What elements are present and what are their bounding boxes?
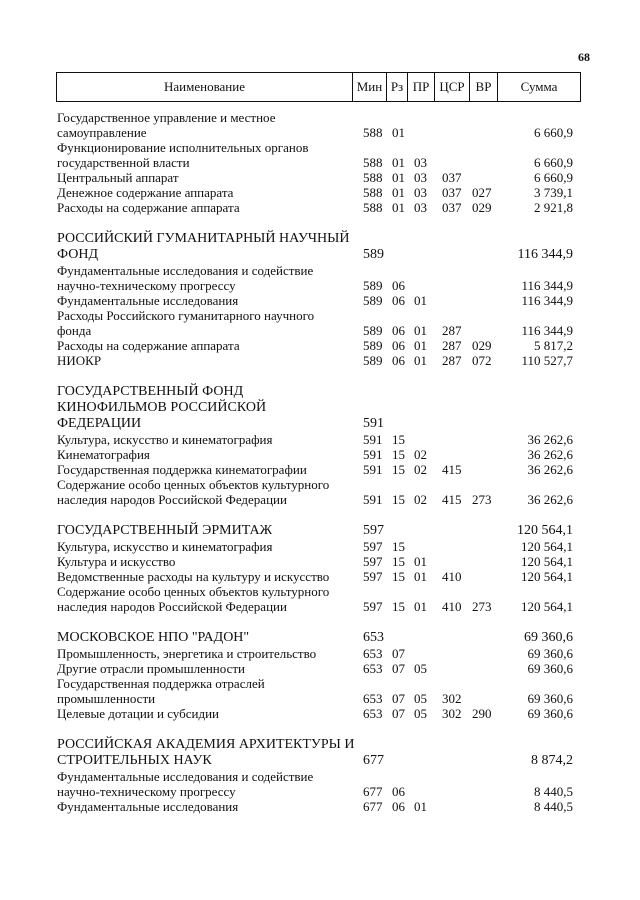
row-rz: 06: [392, 278, 405, 293]
row-name: государственной власти: [57, 155, 190, 170]
row-min: 653: [363, 661, 383, 676]
row-sum: 6 660,9: [534, 125, 573, 140]
row-rz: 01: [392, 185, 405, 200]
row-name: СТРОИТЕЛЬНЫХ НАУК: [57, 753, 212, 768]
table-row: [0, 584, 640, 599]
row-name: Культура и искусство: [57, 554, 176, 569]
row-rz: 15: [392, 554, 405, 569]
row-min: 653: [363, 691, 383, 706]
row-sum: 3 739,1: [534, 185, 573, 200]
table-row: [0, 661, 640, 676]
row-rz: 01: [392, 170, 405, 185]
table-row: [0, 492, 640, 507]
row-rz: 15: [392, 447, 405, 462]
table-row: [0, 432, 640, 447]
section-spacer: [0, 721, 640, 737]
row-min: 597: [363, 523, 384, 538]
table-row: [0, 539, 640, 554]
table-row: [0, 784, 640, 799]
table-row: [0, 646, 640, 661]
table-row: [0, 185, 640, 200]
row-rz: 07: [392, 706, 405, 721]
table-row: [0, 554, 640, 569]
row-sum: 120 564,1: [517, 523, 573, 538]
row-name: Целевые дотации и субсидии: [57, 706, 219, 721]
row-pr: 05: [414, 691, 427, 706]
section-spacer: [0, 368, 640, 384]
row-name: Функционирование исполнительных органов: [57, 140, 309, 155]
header-min: Мин: [352, 73, 386, 101]
row-min: 589: [363, 323, 383, 338]
row-name: Фундаментальные исследования и содействие: [57, 769, 314, 784]
row-csr: 037: [442, 170, 462, 185]
row-vr: 027: [472, 185, 492, 200]
row-min: 589: [363, 278, 383, 293]
row-name: Государственная поддержка кинематографии: [57, 462, 307, 477]
row-rz: 06: [392, 338, 405, 353]
row-name: наследия народов Российской Федерации: [57, 599, 287, 614]
row-name: Культура, искусство и кинематография: [57, 432, 273, 447]
table-row: [0, 569, 640, 584]
page-number: 68: [578, 50, 590, 64]
row-vr: 273: [472, 599, 492, 614]
header-vr: ВР: [469, 73, 497, 101]
row-sum: 8 440,5: [534, 799, 573, 814]
section-spacer: [0, 507, 640, 523]
table-row: [0, 477, 640, 492]
table-row: [0, 462, 640, 477]
row-name: ФЕДЕРАЦИИ: [57, 416, 142, 431]
row-sum: 69 360,6: [524, 630, 573, 645]
table-header: [56, 72, 581, 102]
table-row: [0, 278, 640, 293]
row-sum: 36 262,6: [527, 447, 573, 462]
row-vr: 273: [472, 492, 492, 507]
row-pr: 05: [414, 661, 427, 676]
table-row: [0, 125, 640, 140]
row-pr: 01: [414, 554, 427, 569]
row-csr: 410: [442, 569, 462, 584]
table-row: [0, 140, 640, 155]
table-row: [0, 110, 640, 125]
row-name: ГОСУДАРСТВЕННЫЙ ФОНД: [57, 384, 244, 399]
section-heading-row: [0, 400, 640, 416]
section-spacer: [0, 215, 640, 231]
section-heading-row: [0, 737, 640, 753]
row-name: самоуправление: [57, 125, 147, 140]
section-heading-row: [0, 753, 640, 769]
row-min: 591: [363, 432, 383, 447]
row-pr: 02: [414, 462, 427, 477]
row-pr: 01: [414, 338, 427, 353]
row-sum: 36 262,6: [527, 462, 573, 477]
row-rz: 07: [392, 661, 405, 676]
row-sum: 120 564,1: [521, 554, 573, 569]
row-sum: 120 564,1: [521, 539, 573, 554]
row-pr: 03: [414, 155, 427, 170]
row-sum: 36 262,6: [527, 432, 573, 447]
row-min: 591: [363, 447, 383, 462]
row-name: НИОКР: [57, 353, 102, 368]
table-row: [0, 323, 640, 338]
row-rz: 06: [392, 323, 405, 338]
budget-table-body: [0, 110, 640, 814]
row-sum: 110 527,7: [521, 353, 573, 368]
row-sum: 69 360,6: [527, 706, 573, 721]
table-row: [0, 263, 640, 278]
row-pr: 01: [414, 293, 427, 308]
row-pr: 01: [414, 353, 427, 368]
row-vr: 029: [472, 338, 492, 353]
row-name: Содержание особо ценных объектов культурного: [57, 584, 330, 599]
row-name: ФОНД: [57, 247, 99, 262]
table-row: [0, 170, 640, 185]
row-pr: 05: [414, 706, 427, 721]
table-row: [0, 599, 640, 614]
row-csr: 287: [442, 338, 462, 353]
section-heading-row: [0, 384, 640, 400]
row-pr: 03: [414, 185, 427, 200]
row-name: промышленности: [57, 691, 156, 706]
row-name: Фундаментальные исследования: [57, 799, 239, 814]
section-heading-row: [0, 231, 640, 247]
row-name: Другие отрасли промышленности: [57, 661, 245, 676]
row-name: РОССИЙСКАЯ АКАДЕМИЯ АРХИТЕКТУРЫ И: [57, 737, 355, 752]
row-rz: 15: [392, 462, 405, 477]
table-row: [0, 200, 640, 215]
row-csr: 037: [442, 200, 462, 215]
row-name: Культура, искусство и кинематография: [57, 539, 273, 554]
table-row: [0, 308, 640, 323]
row-rz: 06: [392, 293, 405, 308]
row-min: 589: [363, 338, 383, 353]
row-sum: 2 921,8: [534, 200, 573, 215]
section-heading-row: [0, 523, 640, 539]
row-csr: 410: [442, 599, 462, 614]
row-min: 589: [363, 353, 383, 368]
row-name: Денежное содержание аппарата: [57, 185, 234, 200]
row-min: 653: [363, 630, 384, 645]
row-name: Расходы Российского гуманитарного научного: [57, 308, 315, 323]
row-name: наследия народов Российской Федерации: [57, 492, 287, 507]
row-sum: 6 660,9: [534, 155, 573, 170]
row-pr: 02: [414, 447, 427, 462]
row-sum: 116 344,9: [521, 278, 573, 293]
row-pr: 01: [414, 599, 427, 614]
row-pr: 01: [414, 569, 427, 584]
row-name: Расходы на содержание аппарата: [57, 200, 240, 215]
row-csr: 302: [442, 706, 462, 721]
header-sum: Сумма: [497, 73, 580, 101]
row-name: Ведомственные расходы на культуру и искусство: [57, 569, 330, 584]
row-min: 589: [363, 293, 383, 308]
row-rz: 06: [392, 353, 405, 368]
row-min: 653: [363, 646, 383, 661]
row-min: 597: [363, 554, 383, 569]
row-pr: 03: [414, 170, 427, 185]
row-min: 591: [363, 416, 384, 431]
row-min: 588: [363, 170, 383, 185]
table-row: [0, 447, 640, 462]
table-row: [0, 293, 640, 308]
row-name: ГОСУДАРСТВЕННЫЙ ЭРМИТАЖ: [57, 523, 273, 538]
row-name: РОССИЙСКИЙ ГУМАНИТАРНЫЙ НАУЧНЫЙ: [57, 231, 350, 246]
section-heading-row: [0, 630, 640, 646]
row-name: научно-техническому прогрессу: [57, 278, 236, 293]
section-spacer: [0, 614, 640, 630]
row-rz: 15: [392, 539, 405, 554]
table-row: [0, 338, 640, 353]
row-rz: 07: [392, 691, 405, 706]
row-sum: 116 344,9: [521, 323, 573, 338]
table-row: [0, 769, 640, 784]
row-min: 677: [363, 799, 383, 814]
row-pr: 01: [414, 323, 427, 338]
table-row: [0, 676, 640, 691]
header-name: Наименование: [164, 79, 245, 94]
row-sum: 120 564,1: [521, 569, 573, 584]
row-min: 588: [363, 200, 383, 215]
row-rz: 01: [392, 155, 405, 170]
row-name: Содержание особо ценных объектов культурного: [57, 477, 330, 492]
row-name: Промышленность, энергетика и строительство: [57, 646, 317, 661]
row-sum: 69 360,6: [527, 646, 573, 661]
row-rz: 15: [392, 492, 405, 507]
row-min: 589: [363, 247, 384, 262]
row-min: 653: [363, 706, 383, 721]
row-name: фонда: [57, 323, 92, 338]
row-min: 591: [363, 462, 383, 477]
row-csr: 287: [442, 323, 462, 338]
row-name: Фундаментальные исследования: [57, 293, 239, 308]
row-name: Государственное управление и местное: [57, 110, 276, 125]
row-csr: 287: [442, 353, 462, 368]
row-name: Центральный аппарат: [57, 170, 179, 185]
row-min: 597: [363, 599, 383, 614]
row-rz: 06: [392, 784, 405, 799]
row-sum: 69 360,6: [527, 661, 573, 676]
row-pr: 03: [414, 200, 427, 215]
row-pr: 02: [414, 492, 427, 507]
row-name: КИНОФИЛЬМОВ РОССИЙСКОЙ: [57, 400, 267, 415]
header-pr: ПР: [407, 73, 434, 101]
row-min: 591: [363, 492, 383, 507]
section-heading-row: [0, 416, 640, 432]
section-heading-row: [0, 247, 640, 263]
row-name: Государственная поддержка отраслей: [57, 676, 265, 691]
row-min: 597: [363, 539, 383, 554]
row-sum: 36 262,6: [527, 492, 573, 507]
row-csr: 302: [442, 691, 462, 706]
header-csr: ЦСР: [434, 73, 469, 101]
row-sum: 6 660,9: [534, 170, 573, 185]
table-row: [0, 799, 640, 814]
row-csr: 415: [442, 462, 462, 477]
row-rz: 15: [392, 432, 405, 447]
row-rz: 07: [392, 646, 405, 661]
row-vr: 072: [472, 353, 492, 368]
row-pr: 01: [414, 799, 427, 814]
row-name: научно-техническому прогрессу: [57, 784, 236, 799]
row-rz: 15: [392, 599, 405, 614]
table-row: [0, 706, 640, 721]
row-vr: 029: [472, 200, 492, 215]
row-min: 597: [363, 569, 383, 584]
row-rz: 06: [392, 799, 405, 814]
row-min: 677: [363, 784, 383, 799]
row-sum: 69 360,6: [527, 691, 573, 706]
header-rz: Рз: [386, 73, 407, 101]
row-sum: 120 564,1: [521, 599, 573, 614]
row-vr: 290: [472, 706, 492, 721]
row-sum: 8 874,2: [531, 753, 573, 768]
row-rz: 01: [392, 200, 405, 215]
row-min: 588: [363, 155, 383, 170]
row-rz: 15: [392, 569, 405, 584]
table-row: [0, 155, 640, 170]
row-name: Расходы на содержание аппарата: [57, 338, 240, 353]
table-row: [0, 353, 640, 368]
row-min: 677: [363, 753, 384, 768]
row-name: Кинематография: [57, 447, 150, 462]
row-sum: 5 817,2: [534, 338, 573, 353]
row-name: Фундаментальные исследования и содействие: [57, 263, 314, 278]
row-sum: 116 344,9: [517, 247, 573, 262]
table-row: [0, 691, 640, 706]
row-csr: 415: [442, 492, 462, 507]
row-csr: 037: [442, 185, 462, 200]
row-min: 588: [363, 125, 383, 140]
row-min: 588: [363, 185, 383, 200]
row-rz: 01: [392, 125, 405, 140]
row-sum: 116 344,9: [521, 293, 573, 308]
row-name: МОСКОВСКОЕ НПО "РАДОН": [57, 630, 250, 645]
row-sum: 8 440,5: [534, 784, 573, 799]
